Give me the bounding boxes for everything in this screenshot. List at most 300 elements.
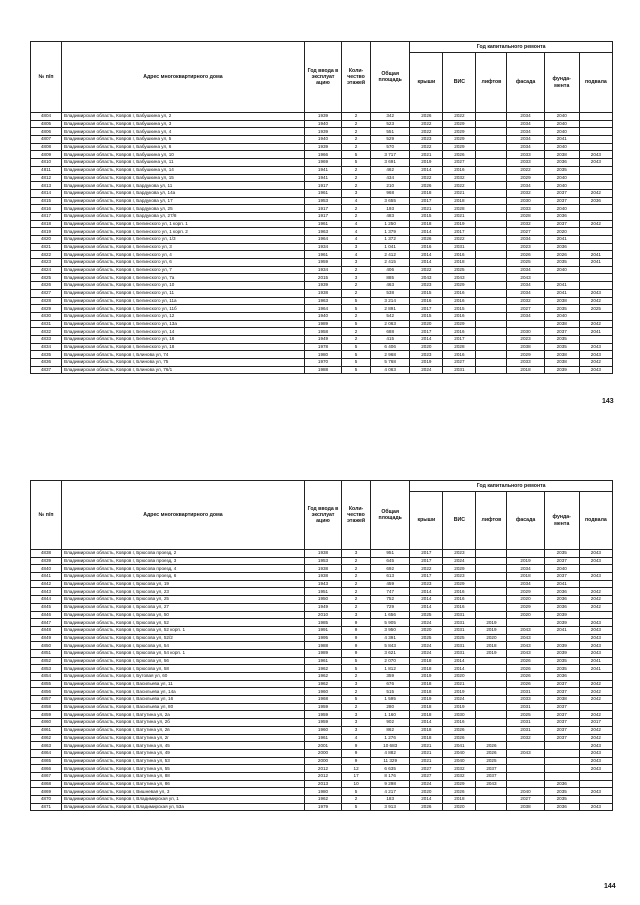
cell-num: 4818 — [31, 220, 62, 228]
table-row — [31, 649, 613, 657]
table-row — [31, 174, 613, 182]
table-row — [31, 711, 613, 719]
cell-foundation — [544, 757, 579, 765]
cell-address: Владимирская область, Ковров г, Ватутина ул, 2г — [62, 734, 305, 742]
cell-address: Владимирская область, Ковров г, Васильева ул, 80 — [62, 703, 305, 711]
cell-floors: 2 — [342, 312, 371, 320]
cell-vis: 2025 — [443, 266, 476, 274]
cell-vis: 2022 — [443, 182, 476, 190]
cell-year: 1951 — [304, 588, 341, 596]
cell-area: 1 656 — [371, 611, 410, 619]
table-row — [31, 312, 613, 320]
cell-area: 1 372 — [371, 236, 410, 244]
cell-year: 1939 — [304, 143, 341, 151]
cell-lifts — [476, 266, 507, 274]
cell-vis: 2029 — [443, 320, 476, 328]
cell-address: Владимирская область, Ковров г, Блинова ул, 74 — [62, 351, 305, 359]
cell-basement: 2017 — [579, 719, 612, 727]
cell-vis: 2016 — [443, 588, 476, 596]
cell-year: 1962 — [304, 680, 341, 688]
cell-address: Владимирская область, Ковров г, Белинского ул, 13а — [62, 320, 305, 328]
cell-vis: 2029 — [443, 282, 476, 290]
cell-vis: 2029 — [443, 780, 476, 788]
table-row — [31, 351, 613, 359]
cell-year: 2010 — [304, 611, 341, 619]
cell-year: 1988 — [304, 366, 341, 374]
cell-vis: 2026 — [443, 726, 476, 734]
cell-floors: 4 — [342, 236, 371, 244]
cell-year: 1964 — [304, 305, 341, 313]
cell-floors: 2 — [342, 796, 371, 804]
table-row — [31, 703, 613, 711]
cell-lifts — [476, 673, 507, 681]
cell-foundation: 2038 — [544, 696, 579, 704]
cell-roof: 2015 — [410, 312, 443, 320]
cell-basement: 2042 — [579, 220, 612, 228]
cell-floors: 2 — [342, 113, 371, 121]
cell-roof: 2021 — [410, 205, 443, 213]
cell-floors: 2 — [342, 565, 371, 573]
cell-basement: 2042 — [579, 189, 612, 197]
cell-address: Владимирская область, Ковров г, Бабушкина ул, 5 — [62, 136, 305, 144]
cell-facade: 2027 — [507, 228, 544, 236]
cell-lifts — [476, 359, 507, 367]
cell-facade: 2043 — [507, 274, 544, 282]
cell-lifts — [476, 251, 507, 259]
cell-lifts — [476, 220, 507, 228]
cell-foundation: 2040 — [544, 205, 579, 213]
cell-vis: 2016 — [443, 351, 476, 359]
cell-vis: 2024 — [443, 557, 476, 565]
cell-address: Владимирская область, Ковров г, Белинского ул, 6 — [62, 259, 305, 267]
cell-year: 2012 — [304, 765, 341, 773]
col-facade-header: фасада — [507, 53, 544, 113]
table-row — [31, 289, 613, 297]
cell-lifts — [476, 366, 507, 374]
cell-lifts — [476, 113, 507, 121]
cell-lifts — [476, 320, 507, 328]
table-row — [31, 166, 613, 174]
cell-floors: 4 — [342, 197, 371, 205]
cell-address: Владимирская область, Ковров г, Брюсова проезд, 4 — [62, 565, 305, 573]
cell-lifts — [476, 274, 507, 282]
cell-foundation: 2038 — [544, 320, 579, 328]
cell-facade: 2031 — [507, 726, 544, 734]
cell-address: Владимирская область, Ковров г, Блинова ул, 76/1 — [62, 366, 305, 374]
table-row — [31, 580, 613, 588]
cell-facade: 2028 — [507, 212, 544, 220]
cell-year: 1964 — [304, 236, 341, 244]
cell-roof: 2023 — [410, 580, 443, 588]
cell-area: 1 160 — [371, 711, 410, 719]
cell-foundation: 2036 — [544, 803, 579, 811]
cell-roof: 2014 — [410, 251, 443, 259]
cell-facade: 2027 — [507, 305, 544, 313]
cell-num: 4841 — [31, 573, 62, 581]
cell-facade: 2034 — [507, 136, 544, 144]
table-row — [31, 343, 613, 351]
cell-year: 1961 — [304, 189, 341, 197]
cell-lifts — [476, 143, 507, 151]
cell-vis: 2031 — [443, 366, 476, 374]
cell-address: Владимирская область, Ковров г, Белинского ул, 7 — [62, 266, 305, 274]
cell-lifts — [476, 212, 507, 220]
table-row — [31, 626, 613, 634]
cell-facade: 2034 — [507, 266, 544, 274]
cell-roof: 2025 — [410, 611, 443, 619]
cell-roof: 2021 — [410, 749, 443, 757]
cell-lifts — [476, 297, 507, 305]
cell-year: 1941 — [304, 166, 341, 174]
cell-facade: 2034 — [507, 143, 544, 151]
cell-foundation: 2037 — [544, 719, 579, 727]
cell-num: 4863 — [31, 742, 62, 750]
cell-floors: 2 — [342, 673, 371, 681]
cell-year: 1917 — [304, 212, 341, 220]
cell-vis: 2019 — [443, 703, 476, 711]
cell-num: 4864 — [31, 749, 62, 757]
cell-facade: 2020 — [507, 596, 544, 604]
cell-area: 3 655 — [371, 197, 410, 205]
cell-vis: 2030 — [443, 711, 476, 719]
cell-floors: 5 — [342, 366, 371, 374]
cell-roof: 2024 — [410, 642, 443, 650]
cell-address: Владимирская область, Ковров г, Ватутина ул, 88 — [62, 772, 305, 780]
cell-floors: 2 — [342, 136, 371, 144]
table-row — [31, 765, 613, 773]
cell-year: 2012 — [304, 772, 341, 780]
cell-foundation: 2035 — [544, 657, 579, 665]
cell-foundation — [544, 634, 579, 642]
cell-basement: 2041 — [579, 251, 612, 259]
cell-area: 523 — [371, 120, 410, 128]
cell-roof: 2023 — [410, 282, 443, 290]
cell-facade: 2023 — [507, 243, 544, 251]
cell-floors: 5 — [342, 351, 371, 359]
cell-num: 4853 — [31, 665, 62, 673]
cell-foundation: 2036 — [544, 588, 579, 596]
cell-year: 1980 — [304, 351, 341, 359]
cell-roof: 2027 — [410, 772, 443, 780]
cell-area: 968 — [371, 189, 410, 197]
cell-foundation: 2035 — [544, 259, 579, 267]
cell-area: 462 — [371, 166, 410, 174]
table-row — [31, 680, 613, 688]
cell-facade: 2043 — [507, 642, 544, 650]
cell-num: 4813 — [31, 182, 62, 190]
cell-foundation: 2035 — [544, 343, 579, 351]
cell-floors: 4 — [342, 734, 371, 742]
table-row — [31, 719, 613, 727]
cell-roof: 2021 — [410, 742, 443, 750]
table-row — [31, 557, 613, 565]
table-row — [31, 665, 613, 673]
cell-address: Владимирская область, Ковров г, Белинского ул, 11а — [62, 297, 305, 305]
cell-foundation — [544, 742, 579, 750]
cell-lifts: 2037 — [476, 772, 507, 780]
cell-floors: 4 — [342, 228, 371, 236]
cell-basement — [579, 212, 612, 220]
cell-vis: 2031 — [443, 642, 476, 650]
cell-lifts — [476, 688, 507, 696]
cell-foundation: 2036 — [544, 603, 579, 611]
cell-floors: 2 — [342, 282, 371, 290]
col-foundation-header: фунда-мента — [544, 53, 579, 113]
col-basement-header: подвала — [579, 53, 612, 113]
cell-area: 5 905 — [371, 619, 410, 627]
cell-basement: 2043 — [579, 757, 612, 765]
cell-lifts — [476, 236, 507, 244]
cell-area: 3 913 — [371, 803, 410, 811]
table-row — [31, 688, 613, 696]
cell-area: 5 768 — [371, 359, 410, 367]
table-row — [31, 657, 613, 665]
cell-roof: 2017 — [410, 573, 443, 581]
table-row — [31, 359, 613, 367]
cell-year: 1917 — [304, 205, 341, 213]
cell-vis: 2031 — [443, 619, 476, 627]
cell-address: Владимирская область, Ковров г, Ватутина ул, 2а — [62, 711, 305, 719]
cell-lifts: 2019 — [476, 649, 507, 657]
cell-year: 1958 — [304, 328, 341, 336]
cell-floors: 5 — [342, 665, 371, 673]
cell-facade: 2029 — [507, 588, 544, 596]
cell-vis: 2017 — [443, 228, 476, 236]
cell-roof: 2014 — [410, 719, 443, 727]
cell-year: 1962 — [304, 665, 341, 673]
cell-foundation: 2040 — [544, 128, 579, 136]
cell-vis: 2029 — [443, 580, 476, 588]
cell-roof: 2022 — [410, 128, 443, 136]
cell-roof: 2024 — [410, 649, 443, 657]
cell-lifts: 2037 — [476, 765, 507, 773]
cell-num: 4858 — [31, 703, 62, 711]
cell-num: 4821 — [31, 243, 62, 251]
cell-year: 1989 — [304, 649, 341, 657]
cell-roof: 2017 — [410, 305, 443, 313]
cell-num: 4852 — [31, 657, 62, 665]
table-row — [31, 788, 613, 796]
cell-lifts — [476, 174, 507, 182]
cell-facade: 2038 — [507, 803, 544, 811]
cell-lifts — [476, 796, 507, 804]
col-num-header: № п/п — [31, 42, 62, 113]
col-vis-header: ВИС — [443, 53, 476, 113]
cell-facade: 2033 — [507, 151, 544, 159]
cell-year: 1995 — [304, 634, 341, 642]
cell-facade: 2034 — [507, 580, 544, 588]
cell-area: 538 — [371, 289, 410, 297]
cell-floors: 2 — [342, 120, 371, 128]
cell-foundation: 2020 — [544, 228, 579, 236]
cell-lifts — [476, 120, 507, 128]
table-row — [31, 565, 613, 573]
cell-lifts — [476, 136, 507, 144]
table-row — [31, 243, 613, 251]
cell-facade — [507, 765, 544, 773]
cell-foundation: 2037 — [544, 726, 579, 734]
cell-foundation: 2039 — [544, 611, 579, 619]
cell-address: Владимирская область, Ковров г, Ватутина ул, 55 — [62, 765, 305, 773]
cell-area: 359 — [371, 673, 410, 681]
table-row — [31, 673, 613, 681]
cell-num: 4861 — [31, 726, 62, 734]
cell-vis: 2016 — [443, 289, 476, 297]
cell-lifts — [476, 197, 507, 205]
cell-area: 902 — [371, 719, 410, 727]
cell-vis: 2025 — [443, 634, 476, 642]
cell-floors: 5 — [342, 151, 371, 159]
cell-area: 613 — [371, 573, 410, 581]
cell-year: 1961 — [304, 657, 341, 665]
cell-basement — [579, 335, 612, 343]
cell-basement: 2042 — [579, 688, 612, 696]
cell-num: 4854 — [31, 673, 62, 681]
table-row — [31, 182, 613, 190]
cell-vis: 2026 — [443, 734, 476, 742]
cell-roof: 2017 — [410, 197, 443, 205]
table-row — [31, 757, 613, 765]
cell-foundation — [544, 274, 579, 282]
cell-roof: 2017 — [410, 557, 443, 565]
cell-foundation: 2035 — [544, 166, 579, 174]
cell-num: 4865 — [31, 757, 62, 765]
cell-foundation: 2040 — [544, 174, 579, 182]
table-row — [31, 726, 613, 734]
cell-foundation: 2037 — [544, 703, 579, 711]
cell-area: 210 — [371, 182, 410, 190]
cell-floors: 5 — [342, 343, 371, 351]
cell-vis: 2026 — [443, 151, 476, 159]
cell-num: 4868 — [31, 780, 62, 788]
cell-address: Владимирская область, Ковров г, Белинского ул, 1 корп. 1 — [62, 220, 305, 228]
cell-lifts — [476, 312, 507, 320]
col-floors-header: Коли-чество этажей — [342, 481, 371, 550]
cell-year: 1934 — [304, 266, 341, 274]
cell-facade: 2031 — [507, 703, 544, 711]
cell-basement — [579, 205, 612, 213]
table-row — [31, 320, 613, 328]
cell-num: 4812 — [31, 174, 62, 182]
cell-foundation: 2036 — [544, 673, 579, 681]
cell-basement: 2043 — [579, 351, 612, 359]
cell-roof: 2022 — [410, 174, 443, 182]
cell-facade: 2029 — [507, 174, 544, 182]
cell-basement: 2043 — [579, 642, 612, 650]
cell-lifts — [476, 159, 507, 167]
cell-address: Владимирская область, Ковров г, Брюсова проезд, 6 — [62, 573, 305, 581]
table-row — [31, 573, 613, 581]
cell-basement — [579, 282, 612, 290]
cell-lifts — [476, 128, 507, 136]
cell-foundation: 2035 — [544, 665, 579, 673]
cell-area: 862 — [371, 726, 410, 734]
cell-address: Владимирская область, Ковров г, Владимирская ул, 53а — [62, 803, 305, 811]
cell-vis: 2019 — [443, 688, 476, 696]
cell-area: 747 — [371, 588, 410, 596]
cell-floors: 5 — [342, 696, 371, 704]
cell-year: 1953 — [304, 197, 341, 205]
cell-vis: 2032 — [443, 765, 476, 773]
cell-area: 4 882 — [371, 749, 410, 757]
cell-basement — [579, 113, 612, 121]
cell-year: 1959 — [304, 259, 341, 267]
cell-vis: 2022 — [443, 236, 476, 244]
cell-lifts — [476, 189, 507, 197]
cell-area: 1 379 — [371, 228, 410, 236]
cell-vis: 2016 — [443, 719, 476, 727]
cell-basement — [579, 611, 612, 619]
cell-roof: 2020 — [410, 343, 443, 351]
cell-lifts — [476, 657, 507, 665]
cell-lifts — [476, 603, 507, 611]
cell-foundation: 2037 — [544, 734, 579, 742]
cell-basement: 2043 — [579, 151, 612, 159]
cell-floors: 2 — [342, 182, 371, 190]
table-row — [31, 205, 613, 213]
cell-vis: 2021 — [443, 189, 476, 197]
cell-facade: 2025 — [507, 711, 544, 719]
cell-foundation: 2038 — [544, 351, 579, 359]
cell-lifts — [476, 803, 507, 811]
cell-year: 1959 — [304, 719, 341, 727]
cell-roof: 2014 — [410, 166, 443, 174]
cell-num: 4808 — [31, 143, 62, 151]
cell-vis: 2016 — [443, 166, 476, 174]
cell-lifts — [476, 734, 507, 742]
cell-roof: 2023 — [410, 351, 443, 359]
cell-address: Владимирская область, Ковров г, Белинского ул, 11 — [62, 289, 305, 297]
cell-address: Владимирская область, Ковров г, Ватутина ул, 45 — [62, 742, 305, 750]
cell-foundation: 2040 — [544, 143, 579, 151]
cell-vis: 2019 — [443, 220, 476, 228]
cell-roof: 2023 — [410, 136, 443, 144]
cell-lifts — [476, 573, 507, 581]
cell-facade: 2034 — [507, 113, 544, 121]
cell-lifts — [476, 680, 507, 688]
cell-num: 4816 — [31, 205, 62, 213]
cell-foundation: 2035 — [544, 796, 579, 804]
cell-foundation: 2039 — [544, 619, 579, 627]
cell-floors: 2 — [342, 573, 371, 581]
cell-area: 885 — [371, 274, 410, 282]
cell-year: 1938 — [304, 289, 341, 297]
cell-year: 1978 — [304, 343, 341, 351]
cell-vis: 2021 — [443, 680, 476, 688]
cell-lifts — [476, 282, 507, 290]
cell-facade: 2034 — [507, 120, 544, 128]
cell-foundation: 2037 — [544, 220, 579, 228]
cell-facade: 2034 — [507, 282, 544, 290]
cell-basement: 2042 — [579, 596, 612, 604]
cell-foundation — [544, 772, 579, 780]
cell-num: 4846 — [31, 611, 62, 619]
cell-num: 4838 — [31, 550, 62, 558]
cell-roof: 2018 — [410, 726, 443, 734]
cell-facade: 2033 — [507, 205, 544, 213]
cell-foundation: 2036 — [544, 780, 579, 788]
cell-basement: 2041 — [579, 657, 612, 665]
cell-floors: 2 — [342, 580, 371, 588]
cell-address: Владимирская область, Ковров г, Брюсова проезд, 2 — [62, 550, 305, 558]
cell-year: 1953 — [304, 557, 341, 565]
cell-roof: 2016 — [410, 297, 443, 305]
cell-floors: 5 — [342, 657, 371, 665]
cell-year: 1940 — [304, 120, 341, 128]
cell-vis: 2029 — [443, 128, 476, 136]
cell-basement — [579, 136, 612, 144]
cell-roof: 2015 — [410, 212, 443, 220]
